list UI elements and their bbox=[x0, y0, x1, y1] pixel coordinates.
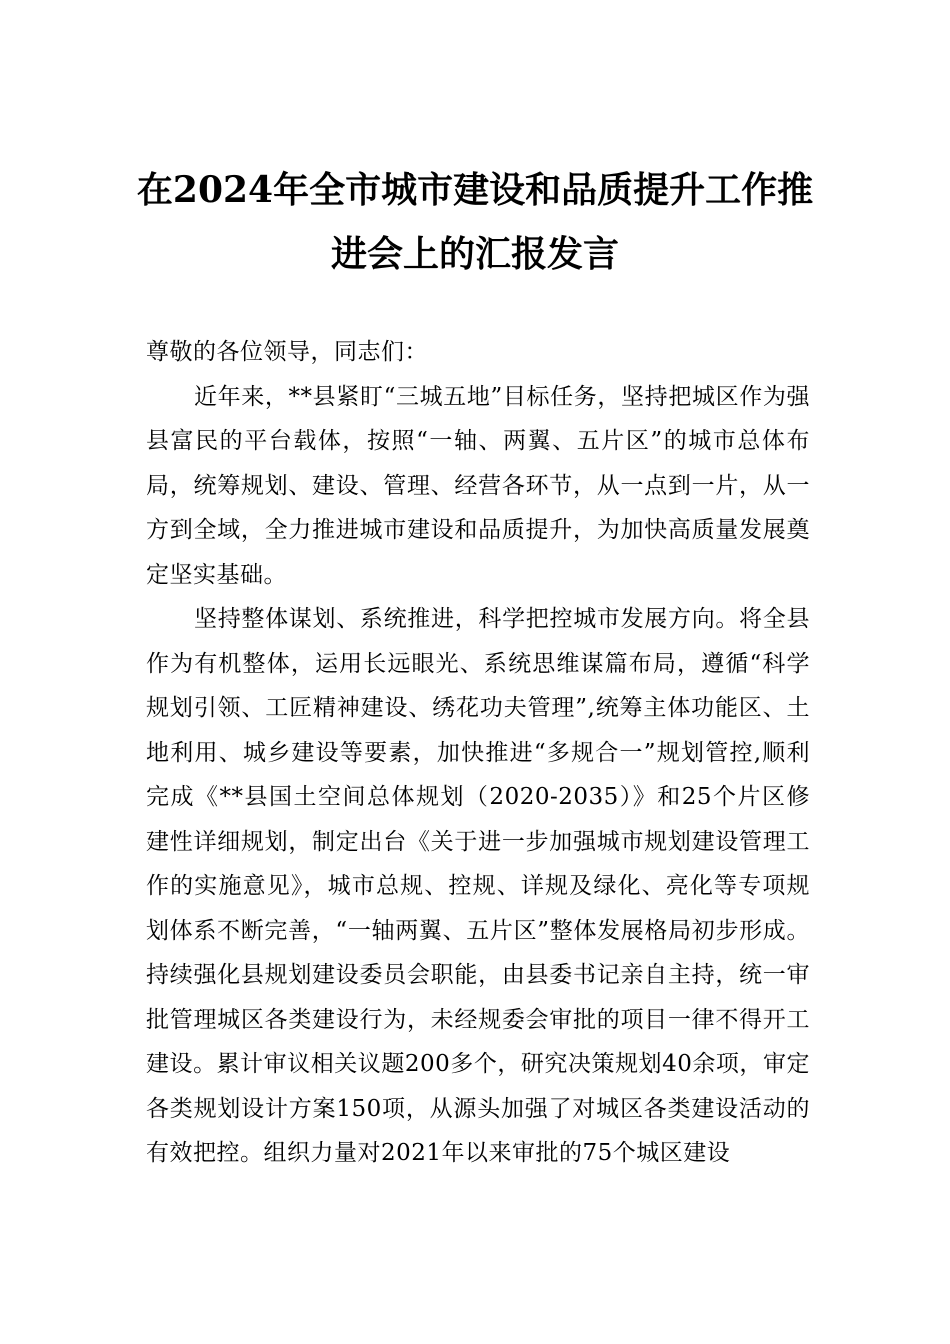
salutation: 尊敬的各位领导，同志们： bbox=[146, 339, 428, 365]
title-line-2: 进会上的汇报发言 bbox=[330, 233, 619, 275]
paragraph-planning: 坚持整体谋划、系统推进，科学把控城市发展方向。将全县作为有机整体，运用长远眼光、系统思维谋篇布局，遵循“科学规划引领、工匠精神建设、绣花功夫管理”,统筹主体功能区、土地利用、城乡建设等要素，加快推进“多规合一”规划管控,顺利完成《**县国土空间总体规划（2020-2035）》和25个片区修建性详细规划，制定出台《关于进一步加强城市规划建设管理工作的实施意见》，城市总规、控规、详规及绿化、亮化等专项规划体系不断完善，“一轴两翼、五片区”整体发展格局初步形成。持续强化县规划建设委员会职能，由县委书记亲自主持，统一审批管理城区各类建设行为，未经规委会审批的项目一律不得开工建设。累计审议相关议题200多个，研究决策规划40余项，审定各类规划设计方案150项，从源头加强了对城区各类建设活动的有效把控。组织力量对2021年以来审批的75个城区建设 bbox=[146, 606, 810, 1166]
title-line-1: 在2024年全市城市建设和品质提升工作推 bbox=[136, 169, 814, 211]
paragraph-intro: 近年来，**县紧盯“三城五地”目标任务，坚持把城区作为强县富民的平台载体，按照“一轴、两翼、五片区”的城市总体布局，统筹规划、建设、管理、经营各环节，从一点到一片，从一方到全域，全力推进城市建设和品质提升，为加快高质量发展奠定坚实基础。 bbox=[146, 383, 810, 588]
document-title bbox=[120, 158, 830, 286]
document-body bbox=[146, 330, 810, 1176]
